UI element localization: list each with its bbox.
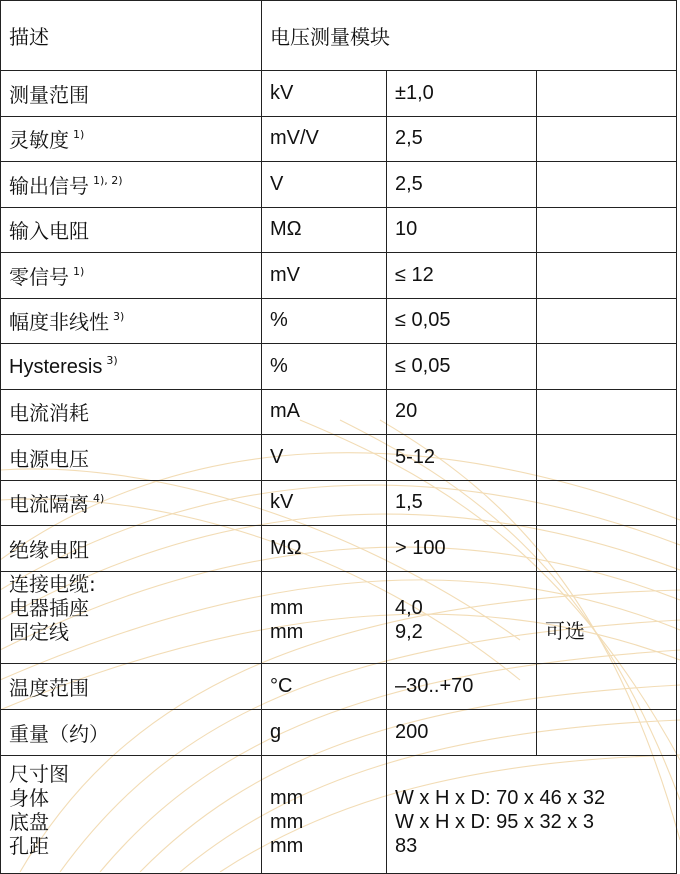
table-row bbox=[1, 71, 677, 117]
row-label bbox=[1, 663, 262, 709]
table-row bbox=[1, 389, 677, 435]
dims-labels bbox=[1, 755, 262, 873]
row-value: 200 bbox=[387, 709, 537, 755]
row-note bbox=[537, 253, 677, 299]
footnote-ref: 1) bbox=[73, 264, 85, 278]
dims-item-value: W x H x D: 95 x 32 x 3 bbox=[395, 810, 594, 833]
row-label bbox=[1, 389, 262, 435]
row-note bbox=[537, 663, 677, 709]
footnote-ref: 3) bbox=[106, 353, 118, 367]
row-label-text: 零信号 bbox=[9, 264, 69, 289]
row-note bbox=[537, 298, 677, 344]
cable-item-label: 固定线 bbox=[9, 619, 69, 644]
row-value: ≤ 0,05 bbox=[387, 344, 537, 390]
row-unit: MΩ bbox=[262, 526, 387, 572]
row-unit: kV bbox=[262, 480, 387, 526]
row-label-text: Hysteresis bbox=[9, 355, 103, 378]
cable-item-unit: mm bbox=[270, 620, 304, 643]
dims-units bbox=[262, 755, 387, 873]
row-value: –30..+70 bbox=[387, 663, 537, 709]
row-label bbox=[1, 709, 262, 755]
row-label bbox=[1, 162, 262, 208]
row-unit: V bbox=[262, 435, 387, 481]
row-label bbox=[1, 435, 262, 481]
row-label-text: 电流消耗 bbox=[9, 401, 89, 426]
table-row bbox=[1, 663, 677, 709]
cable-item-label: 电器插座 bbox=[9, 595, 89, 620]
row-value: ≤ 0,05 bbox=[387, 298, 537, 344]
row-unit: mV/V bbox=[262, 116, 387, 162]
row-label bbox=[1, 480, 262, 526]
table-row bbox=[1, 435, 677, 481]
spacer bbox=[545, 572, 668, 596]
row-label bbox=[1, 344, 262, 390]
row-label-text: 输入电阻 bbox=[9, 219, 89, 244]
row-label bbox=[1, 253, 262, 299]
row-label bbox=[1, 526, 262, 572]
row-note bbox=[537, 526, 677, 572]
spacer bbox=[270, 572, 378, 596]
row-unit: % bbox=[262, 344, 387, 390]
row-note bbox=[537, 71, 677, 117]
row-unit: mV bbox=[262, 253, 387, 299]
row-unit: MΩ bbox=[262, 207, 387, 253]
row-unit: °C bbox=[262, 663, 387, 709]
spacer bbox=[270, 762, 378, 786]
cable-values bbox=[387, 571, 537, 663]
row-unit: mA bbox=[262, 389, 387, 435]
row-unit: V bbox=[262, 162, 387, 208]
cable-note-text: 可选 bbox=[545, 620, 585, 643]
row-value: 5-12 bbox=[387, 435, 537, 481]
cable-item-unit: mm bbox=[270, 596, 304, 619]
table-row bbox=[1, 207, 677, 253]
row-label bbox=[1, 71, 262, 117]
cable-units bbox=[262, 571, 387, 663]
dims-row bbox=[1, 755, 677, 873]
footnote-ref: 1) bbox=[73, 128, 85, 142]
row-note bbox=[537, 116, 677, 162]
footnote-ref: 4) bbox=[93, 492, 105, 506]
row-note bbox=[537, 162, 677, 208]
cable-item-value: 4,0 bbox=[395, 596, 423, 619]
table-row bbox=[1, 298, 677, 344]
row-label bbox=[1, 116, 262, 162]
table-row bbox=[1, 709, 677, 755]
row-label-text: 温度范围 bbox=[9, 675, 89, 700]
spacer bbox=[395, 762, 668, 786]
row-label-text: 重量（约） bbox=[9, 721, 109, 746]
row-note bbox=[537, 709, 677, 755]
row-unit: % bbox=[262, 298, 387, 344]
row-label-text: 测量范围 bbox=[9, 82, 89, 107]
table-row bbox=[1, 253, 677, 299]
table-row bbox=[1, 526, 677, 572]
row-note bbox=[537, 344, 677, 390]
row-value: > 100 bbox=[387, 526, 537, 572]
cable-heading: 连接电缆: bbox=[9, 571, 96, 596]
dims-item-unit: mm bbox=[270, 786, 304, 809]
row-value: 2,5 bbox=[387, 162, 537, 208]
row-value: ±1,0 bbox=[387, 71, 537, 117]
dims-item-label: 身体 bbox=[9, 785, 49, 810]
row-label-text: 输出信号 bbox=[9, 173, 89, 198]
footnote-ref: 3) bbox=[113, 310, 125, 324]
footnote-ref: 1), 2) bbox=[93, 173, 123, 187]
row-note bbox=[537, 435, 677, 481]
header-value: 电压测量模块 bbox=[262, 1, 677, 71]
row-value: 20 bbox=[387, 389, 537, 435]
dims-values bbox=[387, 755, 677, 873]
spacer bbox=[395, 572, 528, 596]
row-label-text: 电流隔离 bbox=[9, 492, 89, 517]
row-note bbox=[537, 207, 677, 253]
dims-heading: 尺寸图 bbox=[9, 761, 69, 786]
table-row bbox=[1, 162, 677, 208]
table-row bbox=[1, 480, 677, 526]
dims-item-label: 孔距 bbox=[9, 833, 49, 858]
row-value: 2,5 bbox=[387, 116, 537, 162]
cable-row bbox=[1, 571, 677, 663]
row-label-text: 灵敏度 bbox=[9, 128, 69, 153]
cable-labels bbox=[1, 571, 262, 663]
row-label-text: 幅度非线性 bbox=[9, 310, 109, 335]
dims-item-value: W x H x D: 70 x 46 x 32 bbox=[395, 786, 606, 809]
row-unit: g bbox=[262, 709, 387, 755]
dims-item-label: 底盘 bbox=[9, 809, 49, 834]
header-label: 描述 bbox=[1, 1, 262, 71]
row-value: 10 bbox=[387, 207, 537, 253]
table-row bbox=[1, 344, 677, 390]
dims-item-unit: mm bbox=[270, 810, 304, 833]
row-value: 1,5 bbox=[387, 480, 537, 526]
cable-note-text bbox=[545, 596, 668, 620]
table-row bbox=[1, 116, 677, 162]
row-note bbox=[537, 480, 677, 526]
dims-item-unit: mm bbox=[270, 834, 304, 857]
cable-item-value: 9,2 bbox=[395, 620, 423, 643]
row-unit: kV bbox=[262, 71, 387, 117]
row-label bbox=[1, 298, 262, 344]
row-label-text: 电源电压 bbox=[9, 446, 89, 471]
row-label-text: 绝缘电阻 bbox=[9, 537, 89, 562]
header-row bbox=[1, 1, 677, 71]
cable-note bbox=[537, 571, 677, 663]
row-note bbox=[537, 389, 677, 435]
dims-item-value: 83 bbox=[395, 834, 418, 857]
row-label bbox=[1, 207, 262, 253]
row-value: ≤ 12 bbox=[387, 253, 537, 299]
